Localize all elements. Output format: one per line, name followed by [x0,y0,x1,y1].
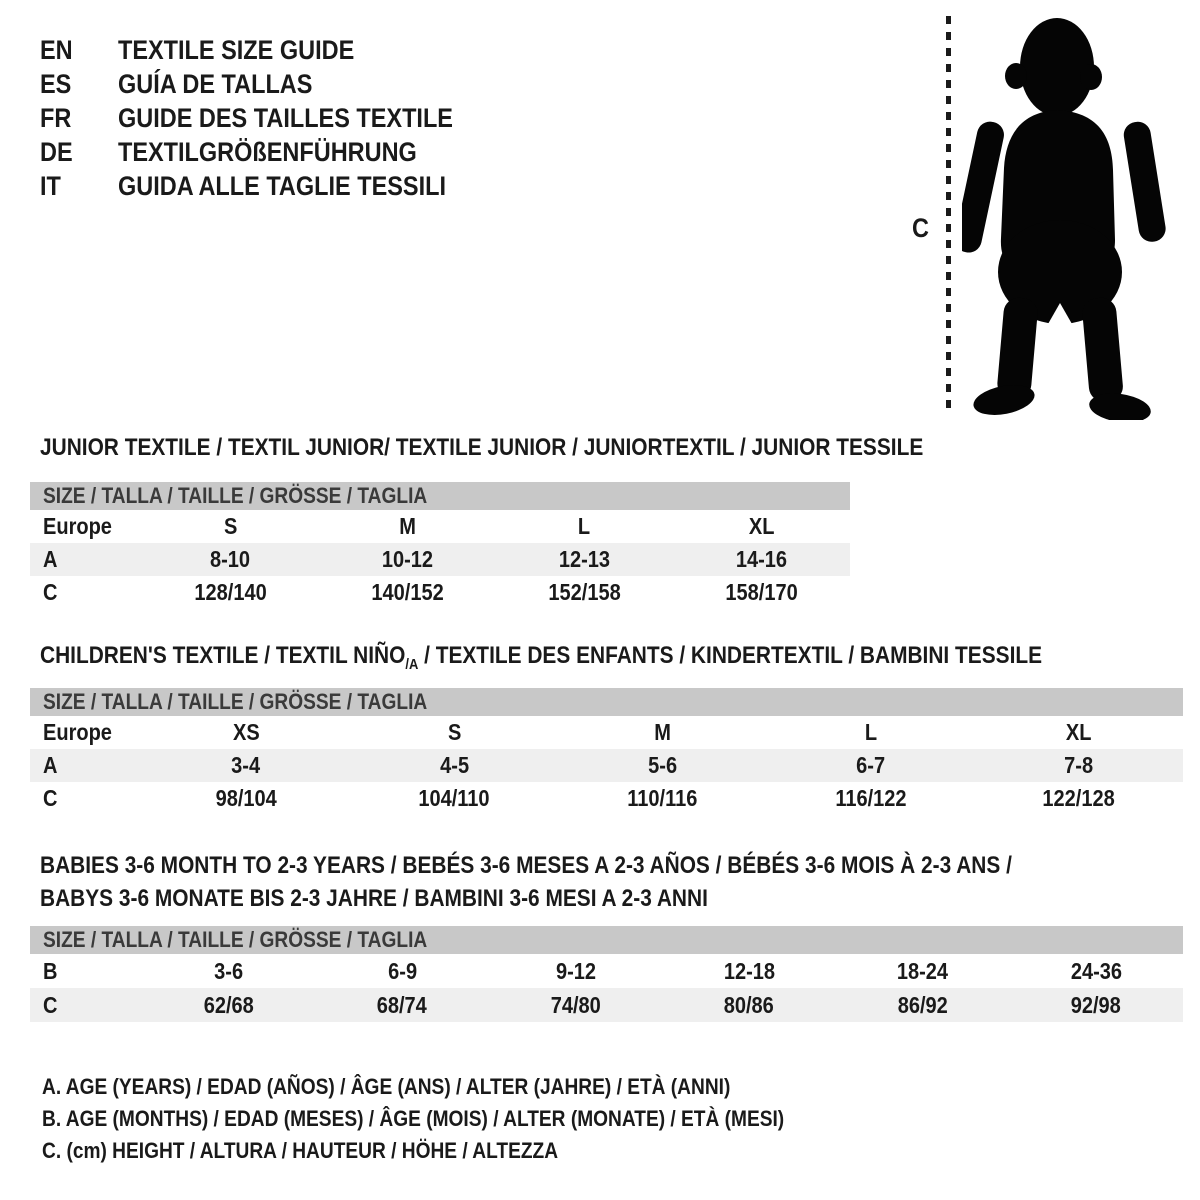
language-code: IT [40,170,61,201]
language-code: ES [40,68,72,99]
size-header-bar-children [30,688,1183,716]
guide-title-en: TEXTILE SIZE GUIDE [118,34,355,65]
row-label: C [43,991,58,1018]
language-row [40,169,503,203]
section-title-children [40,642,1192,679]
table-cell: 74/80 [550,991,601,1018]
table-cell: 3-4 [231,752,261,778]
guide-title-fr: GUIDE DES TAILLES TEXTILE [118,102,453,133]
table-cell: 5-6 [648,752,677,778]
language-title-block [40,33,503,203]
size-header-text: SIZE / TALLA / TAILLE / GRÖSSE / TAGLIA [43,483,428,508]
guide-title-it: GUIDA ALLE TAGLIE TESSILI [118,170,446,201]
table-cell: 116/122 [835,785,907,811]
table-cell: 8-10 [210,546,251,572]
row-label: Europe [43,719,112,745]
table-row [30,716,1183,749]
table-cell: 10-12 [381,546,434,572]
table-cell: 110/116 [627,785,698,811]
row-label: A [43,752,58,778]
row-label: C [43,785,58,811]
language-code: DE [40,136,73,167]
nino-a-subscript: /A [405,656,419,673]
table-cell: 7-8 [1064,752,1094,778]
table-cell: 3-6 [214,957,244,984]
guide-title-es: GUÍA DE TALLAS [118,68,313,99]
row-label: C [43,579,58,605]
table-cell: 98/104 [215,785,277,811]
size-header-text: SIZE / TALLA / TAILLE / GRÖSSE / TAGLIA [43,927,428,952]
row-label: A [43,546,58,572]
language-row [40,67,503,101]
table-cell: 12-13 [558,546,611,572]
legend [42,1071,895,1167]
table-row [30,954,1183,988]
table-cell: 12-18 [723,957,775,984]
language-row [40,135,503,169]
table-cell: XL [1066,719,1092,745]
table-row [30,510,850,543]
table-cell: 9-12 [555,957,596,984]
table-cell: XL [748,513,775,539]
table-cell: 24-36 [1070,957,1122,984]
section-title-junior-text: JUNIOR TEXTILE / TEXTIL JUNIOR/ TEXTILE JUNIOR / JUNIORTEXTIL / JUNIOR TESSILE [40,434,924,461]
table-row [30,576,850,609]
legend-line-c: C. (cm) HEIGHT / ALTURA / HAUTEUR / HÖHE / ALTEZZA [42,1138,559,1163]
table-cell: 62/68 [203,991,254,1018]
table-cell: 4-5 [439,752,469,778]
size-header-bar-babies [30,926,1183,954]
row-label: Europe [43,513,112,539]
toddler-silhouette [962,10,1168,420]
legend-line-b: B. AGE (MONTHS) / EDAD (MESES) / ÂGE (MOIS) / ALTER (MONATE) / ETÀ (MESI) [42,1106,785,1131]
height-measure-label: C [912,213,929,243]
table-cell: 122/128 [1042,785,1116,811]
table-cell: 158/170 [725,579,798,605]
guide-title-de: TEXTILGRÖßENFÜHRUNG [118,136,417,167]
section-title-junior [40,434,1055,462]
language-row [40,33,503,67]
section-title-babies-line2: BABYS 3-6 MONATE BIS 2-3 JAHRE / BAMBINI 3-6 MESI A 2-3 ANNI [40,885,708,912]
section-title-babies [40,849,1157,915]
table-cell: S [223,513,238,539]
size-table-junior [30,510,850,609]
size-header-text: SIZE / TALLA / TAILLE / GRÖSSE / TAGLIA [43,689,428,714]
row-label: B [43,957,58,984]
legend-line-a: A. AGE (YEARS) / EDAD (AÑOS) / ÂGE (ANS) / ALTER (JAHRE) / ETÀ (ANNI) [42,1074,731,1099]
table-cell: 86/92 [897,991,948,1018]
table-cell: L [578,513,591,539]
table-cell: M [399,513,416,539]
table-cell: 92/98 [1071,991,1122,1018]
size-table-children [30,716,1183,815]
table-cell: S [447,719,461,745]
height-measure-dashed-line [946,16,951,416]
size-table-babies [30,954,1183,1022]
table-cell: L [864,719,877,745]
section-title-children-text: CHILDREN'S TEXTILE / TEXTIL $NIÑO_{/A}$ / TEXTILE DES ENFANTS / KINDERTEXTIL / BAMBINI TESSILE [40,642,1043,673]
size-header-bar-junior [30,482,850,510]
table-row [30,782,1183,815]
section-title-babies-line1: BABIES 3-6 MONTH TO 2-3 YEARS / BEBÉS 3-6 MESES A 2-3 AÑOS / BÉBÉS 3-6 MOIS À 2-3 ANS / [40,852,1012,879]
table-cell: 128/140 [194,579,267,605]
table-row [30,543,850,576]
table-row [30,988,1183,1022]
table-cell: M [654,719,671,745]
table-row [30,749,1183,782]
table-cell: 6-7 [856,752,886,778]
language-row [40,101,503,135]
language-code: EN [40,34,73,65]
table-cell: 152/158 [548,579,621,605]
table-cell: 14-16 [735,546,788,572]
table-cell: XS [232,719,260,745]
table-cell: 6-9 [387,957,417,984]
table-cell: 140/152 [371,579,444,605]
table-cell: 104/110 [418,785,490,811]
table-cell: 80/86 [724,991,775,1018]
language-code: FR [40,102,72,133]
table-cell: 18-24 [897,957,949,984]
table-cell: 68/74 [377,991,428,1018]
